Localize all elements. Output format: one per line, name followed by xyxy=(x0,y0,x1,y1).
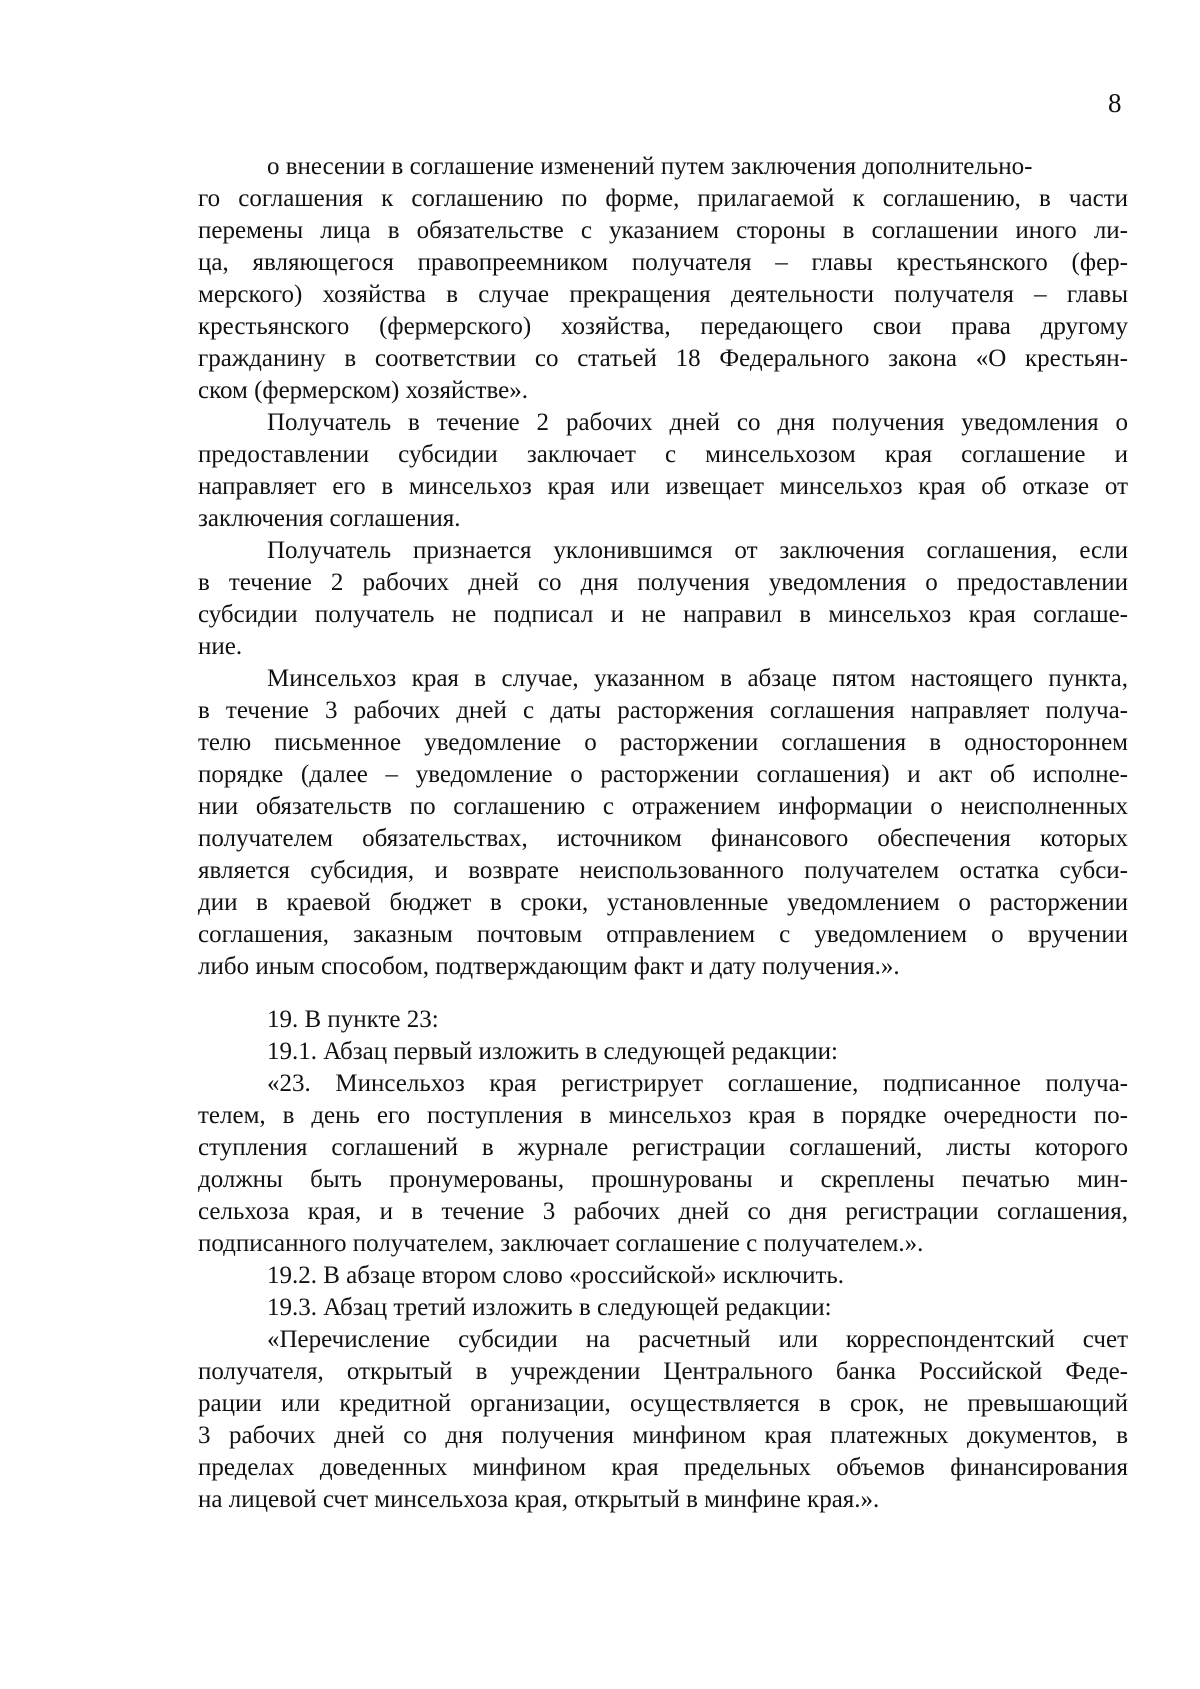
text-line: 19.3. Абзац третий изложить в следующей редакции: xyxy=(267,1294,832,1321)
text-line: получателя, открытый в учреждении Центрального банка Российской Феде- xyxy=(198,1358,1128,1385)
page-number: 8 xyxy=(1108,88,1122,118)
text-line: порядке (далее – уведомление о расторжении соглашения) и акт об исполне- xyxy=(198,761,1128,788)
text-line: 19.1. Абзац первый изложить в следующей редакции: xyxy=(267,1038,838,1065)
text-line: на лицевой счет минсельхоза края, открытый в минфине края.». xyxy=(198,1486,880,1513)
text-line: ца, являющегося правопреемником получателя – главы крестьянского (фер- xyxy=(198,249,1128,276)
text-line: телем, в день его поступления в минсельхоз края в порядке очередности по- xyxy=(198,1102,1128,1129)
text-line: телю письменное уведомление о расторжении соглашения в одностороннем xyxy=(198,729,1128,756)
text-line: дии в краевой бюджет в сроки, установленные уведомлением о расторжении xyxy=(198,889,1128,916)
text-line: ние. xyxy=(198,633,243,660)
text-line: Получатель признается уклонившимся от заключения соглашения, если xyxy=(267,537,1128,564)
text-line: нии обязательств по соглашению с отражением информации о неисполненных xyxy=(198,793,1128,820)
text-line: гражданину в соответствии со статьей 18 Федерального закона «О крестьян- xyxy=(198,345,1128,372)
text-line: является субсидия, и возврате неиспользованного получателем остатка субси- xyxy=(198,857,1128,884)
text-line: рации или кредитной организации, осуществляется в срок, не превышающий xyxy=(198,1390,1128,1417)
text-line: должны быть пронумерованы, прошнурованы и скреплены печатью мин- xyxy=(198,1166,1128,1193)
text-line: в течение 3 рабочих дней с даты расторжения соглашения направляет получа- xyxy=(198,697,1128,724)
text-line: го соглашения к соглашению по форме, прилагаемой к соглашению, в части xyxy=(198,185,1128,212)
text-line: субсидии получатель не подписал и не направил в минсельхоз края соглаше- xyxy=(198,601,1128,628)
text-line: 19.2. В абзаце втором слово «российской» исключить. xyxy=(267,1262,845,1289)
text-line: ступления соглашений в журнале регистрации соглашений, листы которого xyxy=(198,1134,1128,1161)
text-line: Минсельхоз края в случае, указанном в абзаце пятом настоящего пункта, xyxy=(267,665,1128,692)
text-line: сельхоза края, и в течение 3 рабочих дней со дня регистрации соглашения, xyxy=(198,1198,1128,1225)
text-line: мерского) хозяйства в случае прекращения деятельности получателя – главы xyxy=(198,281,1128,308)
text-line: ском (фермерском) хозяйстве». xyxy=(198,377,528,404)
text-line: Получатель в течение 2 рабочих дней со дня получения уведомления о xyxy=(267,409,1128,436)
text-line: пределах доведенных минфином края предельных объемов финансирования xyxy=(198,1454,1128,1481)
text-line: 3 рабочих дней со дня получения минфином края платежных документов, в xyxy=(198,1422,1128,1449)
text-line: «23. Минсельхоз края регистрирует соглашение, подписанное получа- xyxy=(267,1070,1128,1097)
text-line: подписанного получателем, заключает соглашение с получателем.». xyxy=(198,1230,924,1257)
text-line: крестьянского (фермерского) хозяйства, передающего свои права другому xyxy=(198,313,1128,340)
text-line: направляет его в минсельхоз края или извещает минсельхоз края об отказе от xyxy=(198,473,1128,500)
text-line: 19. В пункте 23: xyxy=(267,1006,439,1033)
text-line: соглашения, заказным почтовым отправлением с уведомлением о вручении xyxy=(198,921,1128,948)
text-line: либо иным способом, подтверждающим факт и дату получения.». xyxy=(198,953,900,980)
text-line: заключения соглашения. xyxy=(198,505,461,532)
text-line: «Перечисление субсидии на расчетный или корреспондентский счет xyxy=(267,1326,1128,1353)
text-line: о внесении в соглашение изменений путем заключения дополнительно- xyxy=(267,153,1033,180)
text-line: в течение 2 рабочих дней со дня получения уведомления о предоставлении xyxy=(198,569,1128,596)
text-line: предоставлении субсидии заключает с минсельхозом края соглашение и xyxy=(198,441,1128,468)
text-line: получателем обязательствах, источником финансового обеспечения которых xyxy=(198,825,1128,852)
text-line: перемены лица в обязательстве с указанием стороны в соглашении иного ли- xyxy=(198,217,1128,244)
